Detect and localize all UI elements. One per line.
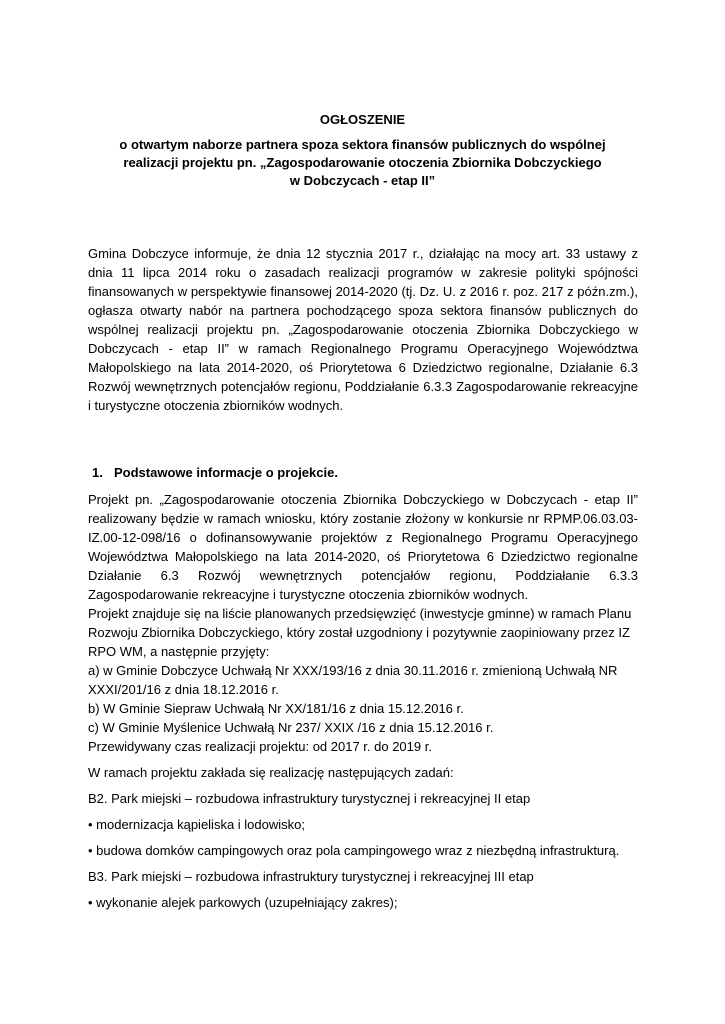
project-paragraph: Projekt pn. „Zagospodarowanie otoczenia Zbiornika Dobczyckiego w Dobczycach - etap II” realizowany będzie w ramach wniosku, który zostanie złożony w konkursie nr RPMP.06.03.03-IZ.00-12-098/16 o dofinansowywanie projektów z Regionalnego Programu Operacyjnego Województwa Małopolskiego na lata 2014-2020, oś Priorytetowa 6 Dziedzictwo regionalne Działanie 6.3 Rozwój wewnętrznych potencjałów regionu, Poddziałanie 6.3.3 Zagospodarowanie rekreacyjne i turystyczne otoczenia zbiorników wodnych. [88, 492, 638, 602]
plan-line: XXXI/201/16 z dnia 18.12.2016 r. [88, 682, 279, 697]
duration-text: Przewidywany czas realizacji projektu: od 2017 r. do 2019 r. [88, 739, 432, 754]
section-number: 1. [92, 465, 103, 480]
plan-paragraph [88, 604, 648, 737]
subtitle-line: w Dobczycach - etap II” [289, 173, 436, 188]
section-heading-text: Podstawowe informacje o projekcie. [114, 465, 338, 480]
plan-line: RPO WM, a następnie przyjęty: [88, 644, 270, 659]
plan-line: a) w Gminie Dobczyce Uchwałą Nr XXX/193/16 z dnia 30.11.2016 r. zmienioną Uchwałą NR [88, 663, 618, 678]
plan-line: b) W Gminie Siepraw Uchwałą Nr XX/181/16 z dnia 15.12.2016 r. [88, 701, 464, 716]
bullet-item: • modernizacja kąpieliska i lodowisko; [88, 817, 305, 832]
bullet-item: • budowa domków campingowych oraz pola campingowego wraz z niezbędną infrastrukturą. [88, 843, 620, 858]
plan-line: Rozwoju Zbiornika Dobczyckiego, który został uzgodniony i pozytywnie zaopiniowany przez IZ [88, 625, 630, 640]
intro-paragraph: Gmina Dobczyce informuje, że dnia 12 stycznia 2017 r., działając na mocy art. 33 ustawy z dnia 11 lipca 2014 roku o zasadach realizacji programów w zakresie polityki spójności finansowanych w perspektywie finansowej 2014-2020 (tj. Dz. U. z 2016 r. poz. 217 z późn.zm.), ogłasza otwarty nabór na partnera pochodzącego spoza sektora finansów publicznych do wspólnej realizacji projektu pn. „Zagospodarowanie otoczenia Zbiornika Dobczyckiego w Dobczycach - etap II” w ramach Regionalnego Programu Operacyjnego Województwa Małopolskiego na lata 2014-2020, oś Priorytetowa 6 Dziedzictwo regionalne, Działanie 6.3 Rozwój wewnętrznych potencjałów regionu, Poddziałanie 6.3.3 Zagospodarowanie rekreacyjne i turystyczne otoczenia zbiorników wodnych. [88, 246, 638, 413]
tasks-intro: W ramach projektu zakłada się realizację następujących zadań: [88, 765, 454, 780]
plan-line: Projekt znajduje się na liście planowanych przedsięwzięć (inwestycje gminne) w ramach Planu [88, 606, 632, 621]
section-heading [92, 465, 338, 480]
subtitle-line: realizacji projektu pn. „Zagospodarowanie otoczenia Zbiornika Dobczyckiego [123, 155, 602, 170]
subtitle-line: o otwartym naborze partnera spoza sektora finansów publicznych do wspólnej [119, 137, 606, 152]
bullet-item: • wykonanie alejek parkowych (uzupełniający zakres); [88, 895, 398, 910]
document-title: OGŁOSZENIE [319, 112, 406, 127]
document-subtitle [100, 136, 625, 190]
task-b3: B3. Park miejski – rozbudowa infrastruktury turystycznej i rekreacyjnej III etap [88, 869, 534, 884]
task-b2: B2. Park miejski – rozbudowa infrastruktury turystycznej i rekreacyjnej II etap [88, 791, 531, 806]
plan-line: c) W Gminie Myślenice Uchwałą Nr 237/ XXIX /16 z dnia 15.12.2016 r. [88, 720, 494, 735]
